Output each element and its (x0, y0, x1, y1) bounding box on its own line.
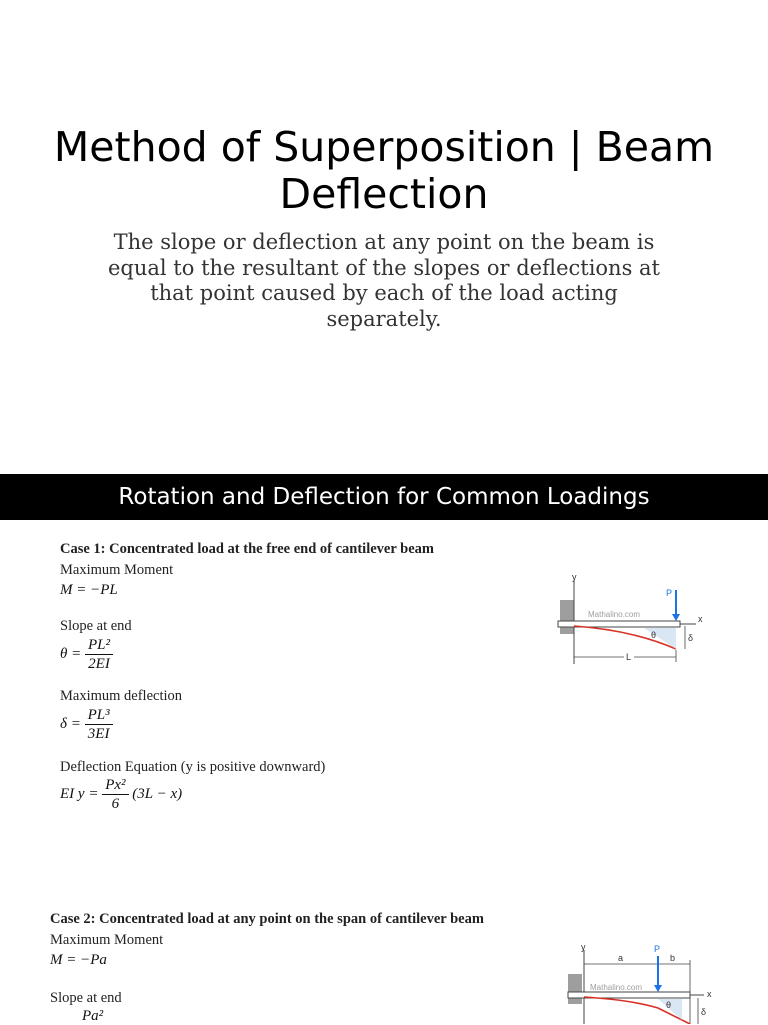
case2-a-label: a (618, 953, 624, 963)
case1-equation-numerator: Px² (102, 776, 128, 795)
case1-x-label: x (698, 614, 703, 624)
case1-deflection-eq (60, 706, 113, 743)
case1-y-label: y (572, 572, 577, 582)
case2-slope-numerator: Pa² (82, 1008, 104, 1024)
case2-watermark: Mathalino.com (590, 983, 643, 992)
case1-deflection-fraction (85, 706, 113, 743)
case2-load-arrowhead (654, 985, 662, 992)
case1-load-arrowhead (672, 614, 680, 621)
case2-wall-support (568, 974, 582, 1004)
page-subtitle: The slope or deflection at any point on the beam is equal to the resultant of the slopes or deflections at that point caused by each of the load acting separately. (108, 230, 660, 331)
case1-max-moment-eq: M = −PL (60, 582, 118, 598)
case1-slope-numerator: PL² (85, 636, 113, 655)
case1-theta-label: θ (651, 630, 657, 640)
slide-loadings (0, 474, 768, 1024)
case2-cantilever-diagram (562, 940, 722, 1024)
case1-equation-fraction (102, 776, 128, 813)
case2-x-label: x (707, 989, 712, 999)
section-banner: Rotation and Deflection for Common Loadings (0, 474, 768, 520)
case2-slope-label: Slope at end (50, 990, 122, 1006)
case2-y-label: y (581, 942, 586, 952)
case2-title: Case 2: Concentrated load at any point on the span of cantilever beam (50, 911, 484, 927)
case1-p-label: P (666, 588, 673, 598)
case1-equation-rhs: (3L − x) (132, 785, 183, 802)
case1-title: Case 1: Concentrated load at the free end of cantilever beam (60, 541, 434, 557)
case1-equation-denominator: 6 (111, 796, 120, 812)
case2-p-label: P (654, 944, 661, 954)
case1-deflection-numerator: PL³ (85, 706, 113, 725)
case1-slope-denominator: 2EI (88, 656, 110, 672)
case1-length-label: L (626, 652, 632, 662)
page-title: Method of Superposition | Beam Deflection (53, 123, 715, 218)
case1-cantilever-diagram (552, 570, 722, 670)
slide-title (0, 0, 768, 474)
case1-slope-fraction (85, 636, 113, 673)
case1-delta-label: δ (688, 633, 694, 643)
case2-max-moment-label: Maximum Moment (50, 932, 164, 948)
case1-deflection-equation (60, 776, 182, 813)
case2-max-moment-eq: M = −Pa (50, 952, 107, 968)
case1-watermark: Mathalino.com (588, 610, 641, 619)
case1-equation-label: Deflection Equation (y is positive downward) (60, 759, 326, 775)
case1-slope-label: Slope at end (60, 618, 132, 634)
case1-equation-lhs: EI y = (60, 785, 99, 802)
case1-deflection-denominator: 3EI (87, 726, 110, 742)
case1-slope-lhs: θ = (60, 645, 82, 662)
case1-wall-support (560, 600, 574, 634)
case1-slope-eq (60, 636, 113, 673)
case1-deflection-label: Maximum deflection (60, 688, 183, 704)
case2-theta-label: θ (666, 1000, 672, 1010)
case1-max-moment-label: Maximum Moment (60, 562, 174, 578)
case2-b-label: b (670, 953, 676, 963)
case1-deflection-lhs: δ = (60, 715, 81, 732)
case2-delta-label: δ (701, 1007, 707, 1017)
